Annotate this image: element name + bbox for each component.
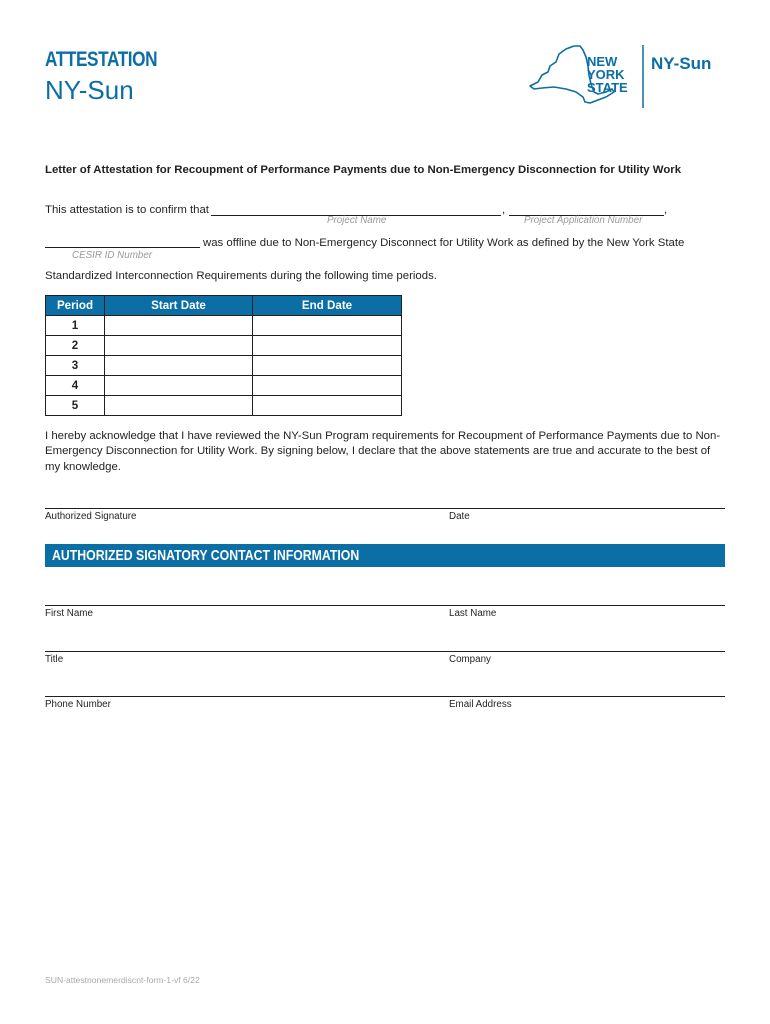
- period-number: 5: [46, 396, 105, 416]
- start-date-cell[interactable]: [105, 376, 253, 396]
- end-date-column-header: End Date: [253, 296, 402, 316]
- period-number: 2: [46, 336, 105, 356]
- line1-separator: ,: [502, 204, 506, 216]
- line1-end: ,: [664, 204, 668, 216]
- authorized-signature-label: Authorized Signature: [45, 511, 137, 522]
- table-row: [46, 316, 402, 336]
- logo-state-york: YORK: [587, 67, 625, 82]
- logo-state-state: STATE: [587, 80, 628, 95]
- periods-table: [45, 295, 402, 416]
- period-number: 3: [46, 356, 105, 376]
- offline-statement: was offline due to Non-Emergency Disconnect for Utility Work as defined by the New York State: [203, 237, 685, 249]
- start-date-cell[interactable]: [105, 356, 253, 376]
- last-name-label: Last Name: [449, 608, 497, 619]
- document-subtitle: NY-Sun: [45, 75, 134, 105]
- table-row: [46, 376, 402, 396]
- cesir-id-field[interactable]: [45, 237, 200, 248]
- logo-state-new: NEW: [587, 54, 618, 69]
- signature-date-label: Date: [449, 511, 470, 522]
- table-row: [46, 396, 402, 416]
- end-date-cell[interactable]: [253, 396, 402, 416]
- title-company-line[interactable]: [45, 651, 725, 652]
- nys-nysun-logo: [528, 42, 728, 112]
- letter-heading: Letter of Attestation for Recoupment of Performance Payments due to Non-Emergency Disconnection for Utility Work: [45, 164, 682, 176]
- table-row: [46, 336, 402, 356]
- first-name-label: First Name: [45, 608, 93, 619]
- phone-email-line[interactable]: [45, 696, 725, 697]
- acknowledgement-text: I hereby acknowledge that I have reviewed the NY-Sun Program requirements for Recoupment of Performance Payments due to Non-Emergency Disconnection for Utility Work. By signing below, I declare that the above statements are true and accurate to the best of my knowledge.: [45, 430, 721, 473]
- end-date-cell[interactable]: [253, 336, 402, 356]
- start-date-column-header: Start Date: [105, 296, 253, 316]
- phone-number-label: Phone Number: [45, 699, 111, 710]
- period-column-header: Period: [46, 296, 105, 316]
- signature-line[interactable]: [45, 508, 725, 509]
- end-date-cell[interactable]: [253, 316, 402, 336]
- end-date-cell[interactable]: [253, 356, 402, 376]
- period-number: 4: [46, 376, 105, 396]
- email-address-label: Email Address: [449, 699, 512, 710]
- start-date-cell[interactable]: [105, 316, 253, 336]
- table-row: [46, 356, 402, 376]
- form-id-footer: SUN-attestnonemerdiscnt-form-1-vf 6/22: [45, 975, 200, 985]
- start-date-cell[interactable]: [105, 336, 253, 356]
- confirm-prefix: This attestation is to confirm that: [45, 204, 209, 216]
- project-application-number-caption: Project Application Number: [524, 215, 643, 226]
- name-line[interactable]: [45, 605, 725, 606]
- period-number: 1: [46, 316, 105, 336]
- logo-program-name: NY-Sun: [651, 54, 712, 73]
- end-date-cell[interactable]: [253, 376, 402, 396]
- periods-header-row: [46, 296, 402, 316]
- document-title: ATTESTATION: [45, 48, 158, 71]
- company-label: Company: [449, 654, 491, 665]
- title-label: Title: [45, 654, 64, 665]
- contact-section-title: AUTHORIZED SIGNATORY CONTACT INFORMATION: [52, 547, 360, 564]
- cesir-id-caption: CESIR ID Number: [72, 250, 153, 261]
- project-name-caption: Project Name: [327, 215, 387, 226]
- sir-statement: Standardized Interconnection Requirements during the following time periods.: [45, 270, 437, 282]
- start-date-cell[interactable]: [105, 396, 253, 416]
